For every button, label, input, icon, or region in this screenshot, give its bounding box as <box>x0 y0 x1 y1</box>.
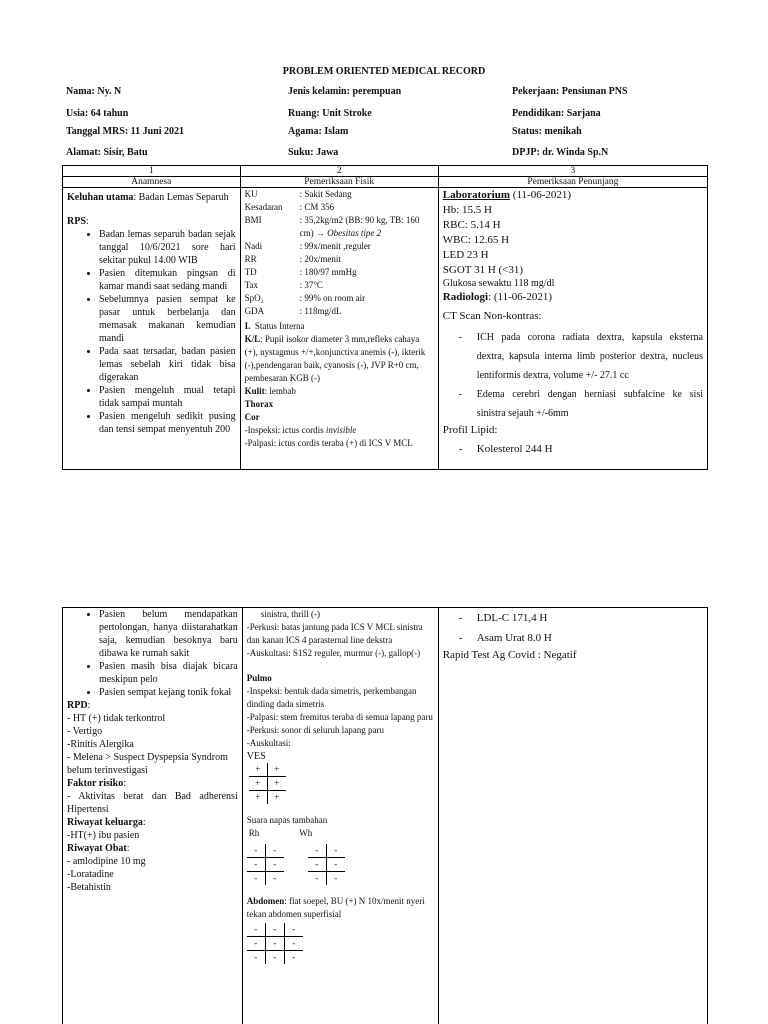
field-jenis-kelamin: Jenis kelamin: perempuan <box>288 86 402 97</box>
glukosa: Glukosa sewaktu 118 mg/dl <box>442 278 555 289</box>
pulmo-item: -Palpasi: stem fremitus teraba di semua lapang paru <box>246 712 433 722</box>
field-usia: Usia: 64 tahun <box>66 108 129 119</box>
lipid-item: - Asam Urat 8.0 H <box>477 628 703 648</box>
riwayat-keluarga-heading: Riwayat keluarga: <box>67 817 146 828</box>
anamnesa-cell <box>63 188 241 470</box>
rh-cell: - <box>273 873 277 883</box>
col-num-2: 2 <box>240 166 438 177</box>
col-num-1: 1 <box>63 166 241 177</box>
wh-cell: - <box>334 873 338 883</box>
rh-grid <box>247 844 284 885</box>
cor-perkusi: -Perkusi: batas jantung pada ICS V MCL sinistra dan kanan ICS 4 parasternal line dekstra <box>246 622 423 645</box>
field-agama: Agama: Islam <box>288 126 349 137</box>
lipid-list-continued <box>443 608 703 648</box>
vital-key: KU <box>244 189 258 199</box>
rpd-item: -Rinitis Alergika <box>67 739 134 750</box>
field-alamat: Alamat: Sisir, Batu <box>66 147 148 158</box>
suara-napas-label: Suara napas tambahan <box>246 815 328 825</box>
lipid-item: - LDL-C 171,4 H <box>477 608 703 628</box>
field-pekerjaan: Pekerjaan: Pensiunan PNS <box>512 86 628 97</box>
riwayat-obat-item: -Betahistin <box>67 882 111 893</box>
abdomen-cell: - <box>284 923 303 937</box>
wh-label: Wh <box>299 828 313 838</box>
ves-cell: + <box>249 763 268 777</box>
pemeriksaan-penunjang-cell <box>438 188 707 470</box>
pemeriksaan-fisik-cell-continued <box>242 608 438 1024</box>
ves-grid <box>249 763 286 804</box>
riwayat-obat-list <box>67 855 238 894</box>
pulmo-exam <box>247 685 434 750</box>
vital-key: BMI <box>244 215 262 225</box>
vital-row <box>245 214 434 240</box>
abdomen-cell: - <box>265 951 284 965</box>
vital-value: : 99x/menit ,reguler <box>299 241 371 251</box>
vital-row <box>245 292 434 305</box>
vital-row <box>245 240 434 253</box>
pemeriksaan-fisik-cell <box>240 188 438 470</box>
field-ruang: Ruang: Unit Stroke <box>288 108 372 119</box>
vital-value: : Sakit Sedang <box>299 189 352 199</box>
vital-row <box>245 279 434 292</box>
rpd-item: - Melena > Suspect Dyspepsia Syndrom belum terinvestigasi <box>67 752 228 776</box>
rpd-item: - Vertigo <box>67 726 103 737</box>
rps-item: • Pasien sempat kejang tonik fokal <box>99 686 238 699</box>
lab-heading: Laboratorium (11-06-2021) <box>442 189 572 201</box>
column-header-row <box>63 177 708 188</box>
rps-item: • Pasien belum mendapatkan pertolongan, hanya diistarahatkan saja, kemudian besoknya baru dibawa ke rumah sakit <box>99 608 238 660</box>
riwayat-obat-item: - amlodipine 10 mg <box>67 856 146 867</box>
ves-cell: + <box>267 777 286 791</box>
pulmo-item: -Perkusi: sonor di seluruh lapang paru <box>246 725 384 735</box>
col-header-pemeriksaan-penunjang: Pemeriksaan Penunjang <box>438 177 707 188</box>
field-status: Status: menikah <box>512 126 582 137</box>
rps-list <box>67 228 236 436</box>
vital-signs <box>245 188 434 318</box>
cor-palpasi: -Palpasi: ictus cordis teraba (+) di ICS V MCL <box>244 438 413 448</box>
record-table-page2 <box>62 607 708 1024</box>
ves-cell: + <box>267 763 286 777</box>
kl-exam: K/L: Pupil isokor diameter 3 mm,refleks cahaya (+), nystagmus +/+,konjunctiva anemis (-), ikterik (-),pendengaran baik, cyanosis (-), JVP R+0 cm, pembesaran KGB (-) <box>244 334 426 383</box>
wh-cell: - <box>308 858 327 872</box>
riwayat-obat-item: -Loratadine <box>67 869 114 880</box>
keluhan-utama: Keluhan utama: Badan Lemas Separuh <box>67 192 229 203</box>
vital-key: SpO₂ <box>244 293 264 303</box>
ct-heading: CT Scan Non-kontras: <box>442 310 542 322</box>
field-nama: Nama: Ny. N <box>66 86 122 97</box>
rh-cell: - <box>247 844 266 858</box>
profil-lipid-heading: Profil Lipid: <box>442 424 498 436</box>
vital-row <box>245 305 434 318</box>
rps-item: • Pasien mengeluh sedikit pusing dan tensi sempat menyentuh 200 <box>99 410 236 436</box>
lab-result: WBC: 12.65 H <box>442 234 510 246</box>
rpd-item: - HT (+) tidak terkontrol <box>67 713 166 724</box>
riwayat-keluarga-list <box>67 829 238 842</box>
col-header-anamnesa: Anamnesa <box>63 177 241 188</box>
lab-results <box>443 203 703 278</box>
wh-cell: - <box>308 844 327 858</box>
vital-key: Kesadaran <box>244 202 283 212</box>
riwayat-obat-heading: Riwayat Obat: <box>67 843 130 854</box>
vital-value: : 37°C <box>299 280 323 290</box>
abdomen-cell: - <box>247 923 266 937</box>
abdomen-exam: Abdomen: flat soepel, BU (+) N 10x/menit nyeri tekan abdomen superfisial <box>246 896 425 919</box>
radiologi-heading: Radiologi: (11-06-2021) <box>442 291 553 303</box>
pemeriksaan-penunjang-cell-continued <box>438 608 707 1024</box>
field-dpjp: DPJP: dr. Winda Sp.N <box>512 147 609 158</box>
abdomen-cell: - <box>265 937 284 951</box>
faktor-risiko-list <box>67 790 238 816</box>
ves-label: VES <box>246 751 266 762</box>
ves-cell: + <box>249 777 268 791</box>
vital-value: : 20x/menit <box>299 254 341 264</box>
rh-wh-labels <box>249 827 434 840</box>
vital-key: Nadi <box>244 241 263 251</box>
record-table-page1 <box>62 165 708 470</box>
column-number-row <box>63 166 708 177</box>
lipid-list <box>443 442 703 457</box>
ct-finding: - Edema cerebri dengan herniasi subfalcine ke sisi sinistra sejauh +/-6mm <box>477 385 703 423</box>
abdomen-cell: - <box>247 937 266 951</box>
rps-item: • Pasien masih bisa diajak bicara meskipun pelo <box>99 660 238 686</box>
ves-cell: + <box>249 791 268 805</box>
lipid-item: - Kolesterol 244 H <box>477 442 703 457</box>
abdomen-cell: - <box>247 951 266 965</box>
rh-cell: - <box>247 858 266 872</box>
rps-item: • Pasien mengeluh mual tetapi tidak sampai muntah <box>99 384 236 410</box>
lab-result: Hb: 15.5 H <box>442 204 492 216</box>
rh-label: Rh <box>248 828 260 838</box>
cor-inspeksi: -Inspeksi: ictus cordis invisible <box>244 425 357 435</box>
kulit-exam: Kulit: lembab <box>244 386 296 396</box>
wh-cell: - <box>308 872 327 886</box>
pulmo-item: -Inspeksi: bentuk dada simetris, perkembangan dinding dada simetris <box>246 686 417 709</box>
vital-row <box>245 253 434 266</box>
lab-result: SGOT 31 H (<31) <box>442 264 524 276</box>
col-header-pemeriksaan-fisik: Pemeriksaan Fisik <box>240 177 438 188</box>
rapid-test: Rapid Test Ag Covid : Negatif <box>442 649 577 661</box>
anamnesa-cell-continued <box>63 608 243 1024</box>
rh-cell: - <box>265 858 284 872</box>
vital-key: GDA <box>244 306 265 316</box>
faktor-risiko-item: - Aktivitas berat dan Bad adherensi Hipertensi <box>67 791 238 815</box>
field-tanggal-mrs: Tanggal MRS: 11 Juni 2021 <box>66 126 185 137</box>
bmi-note: → Obesitas tipe 2 <box>313 228 382 238</box>
cor-auskultasi: -Auskultasi: S1S2 reguler, murmur (-), gallop(-) <box>246 648 421 658</box>
status-interna-heading: I. Status Interna <box>244 321 305 331</box>
rpd-heading: RPD: <box>67 700 91 711</box>
vital-key: RR <box>244 254 257 264</box>
vital-key: Tax <box>244 280 258 290</box>
wh-grid <box>308 844 345 885</box>
ct-findings <box>443 328 703 423</box>
abdomen-cell: - <box>265 923 284 937</box>
rps-item: • Pada saat tersadar, badan pasien lemas sebelah kiri tidak bisa digerakan <box>99 345 236 384</box>
vital-value: : 118mg/dL <box>299 306 342 316</box>
ct-finding: - ICH pada corona radiata dextra, kapsula eksterna dextra, kapsula interna limb posterior dextra, nucleus lentiformis dextra, volume +/- 27.1 cc <box>477 328 703 385</box>
rps-item: • Sebelumnya pasien sempat ke pasar untuk berbelanja dan memasak makanan kemudian mandi <box>99 293 236 345</box>
col-num-3: 3 <box>438 166 707 177</box>
riwayat-keluarga-item: -HT(+) ibu pasien <box>67 830 140 841</box>
vital-value: : 180/97 mmHg <box>299 267 357 277</box>
lab-result: RBC: 5.14 H <box>442 219 501 231</box>
wh-cell: - <box>326 844 345 858</box>
pulmo-item: -Auskultasi: <box>246 738 291 748</box>
rh-cell: - <box>247 872 266 886</box>
vital-key: TD <box>244 267 257 277</box>
wh-cell: - <box>326 858 345 872</box>
vital-row <box>245 266 434 279</box>
rh-cell: - <box>265 844 284 858</box>
abdomen-cell: - <box>284 937 303 951</box>
vital-value: : CM 356 <box>299 202 335 212</box>
rps-heading: RPS: <box>67 216 89 227</box>
rps-item: • Badan lemas separuh badan sejak tanggal 10/6/2021 sore hari sekitar pukul 14.00 WIB <box>99 228 236 267</box>
rpd-list <box>67 712 238 777</box>
rh-wh-grids <box>247 844 434 885</box>
vital-row <box>245 201 434 214</box>
lab-result: LED 23 H <box>442 249 489 261</box>
vital-value: : 99% on room air <box>299 293 366 303</box>
vital-row <box>245 188 434 201</box>
ves-cell: + <box>274 792 280 802</box>
abdomen-grid <box>247 923 303 964</box>
thorax-heading: Thorax <box>244 399 274 409</box>
rps-item: • Pasien ditemukan pingsan di kamar mandi saat sedang mandi <box>99 267 236 293</box>
field-pendidikan: Pendidikan: Sarjana <box>512 108 601 119</box>
cor-palpasi-continued: sinistra, thrill (-) <box>260 609 320 619</box>
abdomen-cell: - <box>292 952 296 962</box>
rps-list-continued <box>67 608 238 699</box>
vital-value: : 35,2kg/m2 (BB: 90 kg, TB: 160 cm) → Obesitas tipe 2 <box>299 215 420 238</box>
page-title: PROBLEM ORIENTED MEDICAL RECORD <box>282 66 486 77</box>
pulmo-heading: Pulmo <box>246 673 272 683</box>
field-suku: Suku: Jawa <box>288 147 339 158</box>
faktor-risiko-heading: Faktor risiko: <box>67 778 126 789</box>
cor-heading: Cor <box>244 412 260 422</box>
